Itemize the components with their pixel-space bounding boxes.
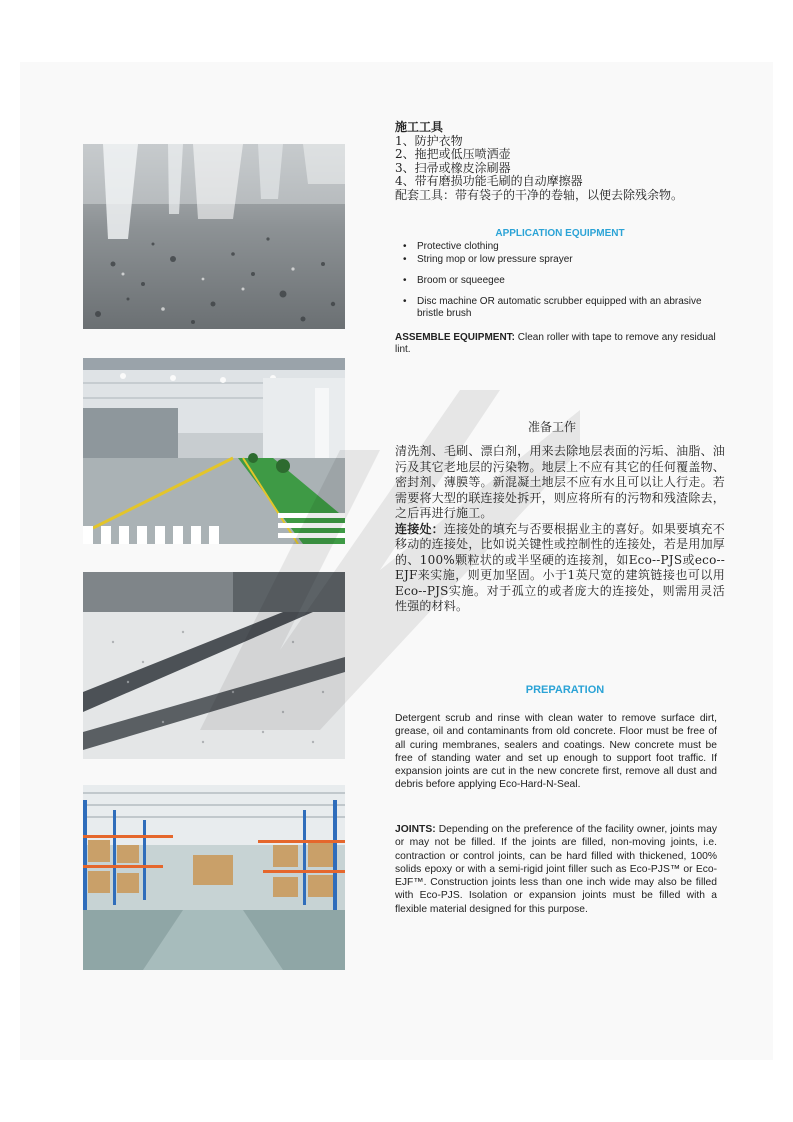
tools-title-cn: 施工工具 xyxy=(395,120,444,134)
application-equipment-heading: APPLICATION EQUIPMENT xyxy=(495,228,625,239)
tools-item-cn: 3、扫帚或橡皮涂刷器 xyxy=(395,160,511,175)
photo-terrazzo-floor xyxy=(83,144,345,329)
assemble-equipment-label: ASSEMBLE EQUIPMENT: xyxy=(395,332,516,343)
list-item: • Broom or squeegee xyxy=(395,275,725,287)
joints-text-cn: 连接处的填充与否要根据业主的喜好。如果要填充不移动的连接处，比如说关键性或控制性的连接处，若是用加厚的、100%颗粒状的或半坚硬的连接剂，如Eco--PJS或eco--EJF来实施，则更加坚固。小于1英尺宽的建筑链接也可以用Eco--PJS实施。对于孤立的或者庞大的连接处，则需用灵活性强的材料。 xyxy=(395,521,725,613)
preparation-body-cn xyxy=(395,444,725,615)
photo-factory-floor xyxy=(83,358,345,544)
list-item: • String mop or low pressure sprayer xyxy=(395,254,725,266)
photo-warehouse xyxy=(83,785,345,970)
preparation-paragraph-cn: 清洗剂、毛刷、漂白剂，用来去除地层表面的污垢、油脂、油污及其它老地层的污染物。地层上不应有其它的任何覆盖物、密封剂、薄膜等。新混凝土地层不应有水且可以让人行走。若需要将大型的联连接处拆开，则应将所有的污物和残渣除去，之后再进行施工。 xyxy=(395,444,725,520)
tools-item-cn: 1、防护衣物 xyxy=(395,133,463,148)
list-item: • Disc machine OR automatic scrubber equipped with an abrasive bristle brush xyxy=(395,296,725,320)
tools-item-cn: 4、带有磨损功能毛刷的自动摩擦器 xyxy=(395,174,583,188)
preparation-paragraph: Detergent scrub and rinse with clean water to remove surface dirt, grease, oil and contaminants from old concrete. Floor must be free of all curing membranes, sealers and coatings. New concrete must be free of standing water and set up enough to support foot traffic. If expansion joints are cut in the new concrete first, remove all dust and debris before applying Eco-Hard-N-Seal. xyxy=(395,713,717,791)
application-equipment-list xyxy=(395,241,725,320)
joints-text: Depending on the preference of the facility owner, joints may or may not be filled. If the joints are filled, non-moving joints, i.e. contraction or control joints, can be hard filled with thickened, 100% solids epoxy or with a semi-rigid joint filler such as Eco-PJS™ or Eco-EJF™. Construction joints less than one inch wide may also be filled with Eco-PJS. Isolation or expansion joints must be filled with a flexible material designed for this purpose. xyxy=(395,824,717,915)
joints-paragraph xyxy=(395,823,717,916)
tools-item-cn: 2、拖把或低压喷洒壶 xyxy=(395,147,511,161)
assemble-equipment xyxy=(395,332,725,356)
joints-label: JOINTS: xyxy=(395,824,436,835)
preparation-heading-cn: 准备工作 xyxy=(528,420,577,434)
joints-label-cn: 连接处： xyxy=(395,521,444,536)
tools-assemble-cn: 配套工具：带有袋子的干净的卷轴，以便去除残余物。 xyxy=(395,187,684,202)
preparation-heading: PREPARATION xyxy=(525,684,605,696)
assemble-equipment-text: Clean roller with tape to remove any residual lint. xyxy=(395,332,716,355)
photo-terrazzo-stripes xyxy=(83,572,345,759)
list-item: • Protective clothing xyxy=(395,241,725,253)
tools-section-cn xyxy=(395,121,725,202)
